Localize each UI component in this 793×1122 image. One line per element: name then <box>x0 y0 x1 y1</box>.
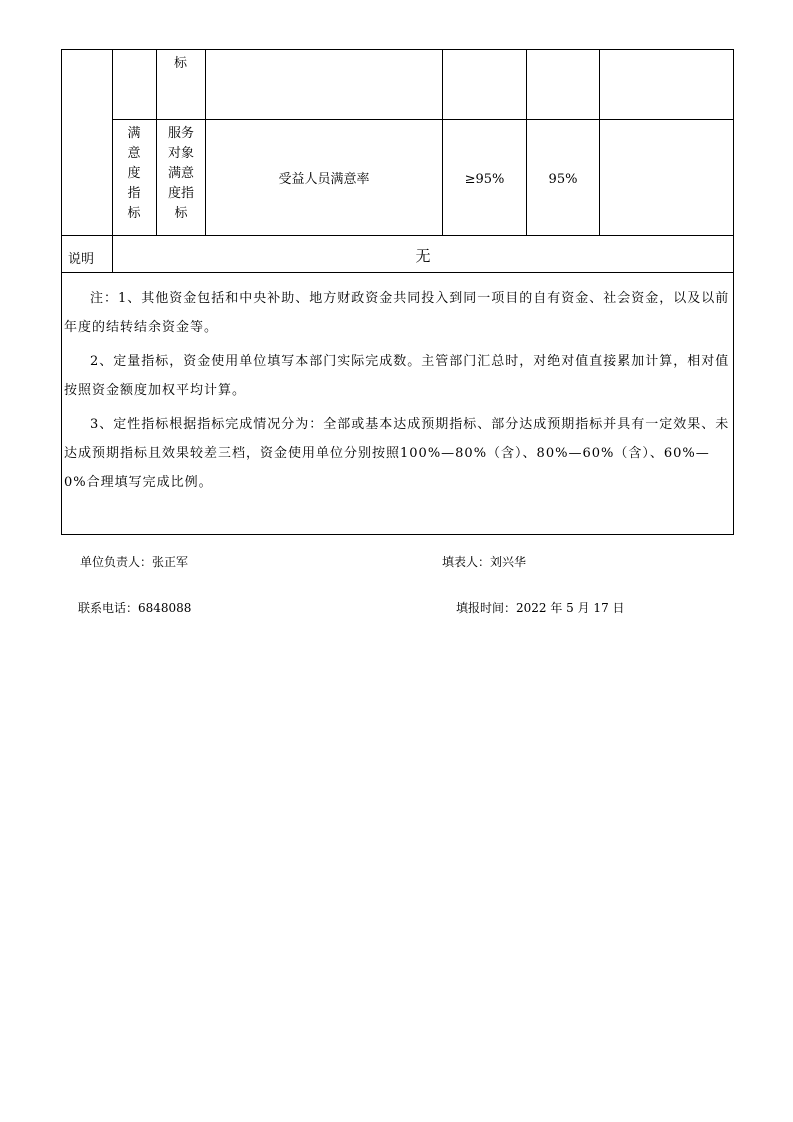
col-divider <box>112 49 113 272</box>
category-cell: 满意度指标 <box>127 126 141 221</box>
note-3: 3、定性指标根据指标完成情况分为：全部或基本达成预期指标、部分达成预期指标并具有一定效果、未达成预期指标且效果较差三档，资金使用单位分别按照100%—80%（含）、80%—60%（含）、60%—0%合理填写完成比例。 <box>64 417 730 490</box>
col-divider <box>156 49 157 235</box>
phone-text: 联系电话：6848088 <box>78 601 192 615</box>
unit-head-text: 单位负责人：张正军 <box>80 555 189 569</box>
note-1: 注：1、其他资金包括和中央补助、地方财政资金共同投入到同一项目的自有资金、社会资金，以及以前年度的结转结余资金等。 <box>64 291 730 335</box>
notes-block <box>64 284 731 502</box>
remark-value: 无 <box>415 247 431 265</box>
target-value-cell: ≥95% <box>464 172 505 187</box>
row1-col3-text: 标 <box>174 56 188 71</box>
col-divider <box>599 49 600 235</box>
note-2: 2、定量指标，资金使用单位填写本部门实际完成数。主管部门汇总时，对绝对值直接累加计算，相对值按照资金额度加权平均计算。 <box>64 354 730 398</box>
remark-label: 说明 <box>68 252 95 267</box>
filler-text: 填表人：刘兴华 <box>442 555 527 569</box>
row-divider <box>61 235 734 236</box>
indicator-cell: 受益人员满意率 <box>278 172 370 187</box>
actual-value-cell: 95% <box>548 172 578 187</box>
col-divider <box>442 49 443 235</box>
subcategory-cell: 服务对象满意度指标 <box>167 126 194 221</box>
row-divider <box>61 272 734 273</box>
date-text: 填报时间：2022 年 5 月 17 日 <box>456 601 625 615</box>
col-divider <box>526 49 527 235</box>
col-divider <box>205 49 206 235</box>
